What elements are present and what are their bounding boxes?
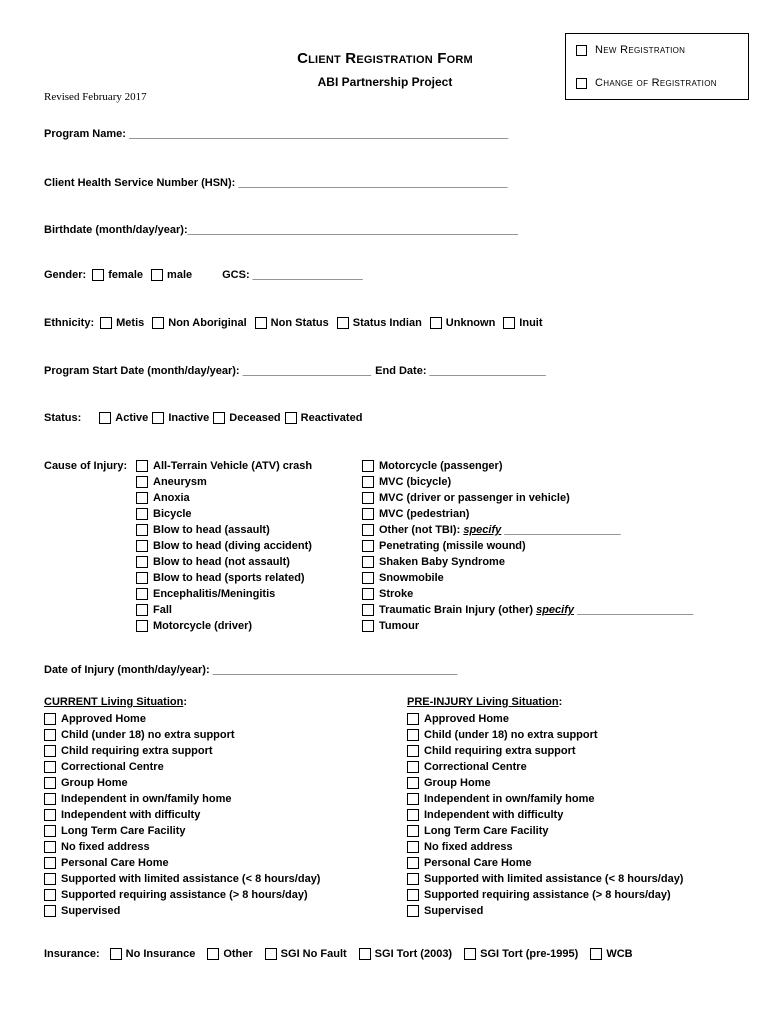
cause-checkbox[interactable]: [136, 492, 148, 504]
preinjury-living-checkbox[interactable]: [407, 873, 419, 885]
cause-label: Motorcycle (passenger): [379, 460, 503, 472]
preinjury-living-option[interactable]: [407, 759, 683, 775]
preinjury-living-option[interactable]: [407, 743, 683, 759]
current-living-label: Supported requiring assistance (> 8 hours/day): [61, 889, 308, 901]
current-living-label: Group Home: [61, 777, 128, 789]
gender-female-checkbox[interactable]: [92, 269, 104, 281]
cause-checkbox[interactable]: [136, 508, 148, 520]
status-deceased-checkbox[interactable]: [213, 412, 225, 424]
current-living-label: Personal Care Home: [61, 857, 169, 869]
cause-option[interactable]: [362, 490, 693, 506]
insurance-sgi-tort-pre1995-label: SGI Tort (pre-1995): [480, 948, 579, 960]
ethnicity-non-status-label: Non Status: [270, 317, 329, 329]
ethnicity-row: [44, 316, 551, 330]
cause-checkbox[interactable]: [362, 492, 374, 504]
cause-option[interactable]: [362, 538, 693, 554]
cause-checkbox[interactable]: [136, 540, 148, 552]
preinjury-living-label: Supervised: [424, 905, 484, 917]
insurance-row: [44, 947, 641, 961]
current-living-option[interactable]: [44, 759, 320, 775]
cause-checkbox[interactable]: [362, 524, 374, 536]
current-living-checkbox[interactable]: [44, 889, 56, 901]
cause-option[interactable]: [362, 506, 693, 522]
cause-option[interactable]: [362, 618, 693, 634]
cause-checkbox[interactable]: [136, 588, 148, 600]
new-registration-option[interactable]: [576, 44, 685, 56]
preinjury-living-column: [407, 695, 683, 919]
tbi-specify-blank[interactable]: ___________________: [574, 604, 694, 616]
preinjury-living-option[interactable]: [407, 711, 683, 727]
cause-checkbox[interactable]: [362, 588, 374, 600]
insurance-other-label: Other: [223, 948, 253, 960]
insurance-other-checkbox[interactable]: [207, 948, 219, 960]
preinjury-living-checkbox[interactable]: [407, 793, 419, 805]
cause-checkbox[interactable]: [136, 460, 148, 472]
cause-label: Anoxia: [153, 492, 190, 504]
gcs-field[interactable]: GCS: __________________: [222, 269, 363, 281]
current-living-checkbox[interactable]: [44, 857, 56, 869]
status-row: [44, 411, 370, 425]
cause-of-injury-left-column: [136, 458, 312, 634]
cause-label: Blow to head (not assault): [153, 556, 290, 568]
cause-option[interactable]: [362, 522, 693, 538]
program-dates-row: [44, 364, 546, 378]
preinjury-living-option[interactable]: [407, 903, 683, 919]
ethnicity-metis-label: Metis: [116, 317, 145, 329]
preinjury-living-checkbox[interactable]: [407, 761, 419, 773]
specify-label: specify: [463, 524, 502, 536]
current-living-label: Supervised: [61, 905, 121, 917]
current-living-checkbox[interactable]: [44, 841, 56, 853]
cause-of-injury-label: Cause of Injury:: [44, 460, 128, 472]
current-living-label: Long Term Care Facility: [61, 825, 186, 837]
ethnicity-unknown-label: Unknown: [445, 317, 496, 329]
preinjury-living-checkbox[interactable]: [407, 713, 419, 725]
preinjury-living-option[interactable]: [407, 839, 683, 855]
change-registration-label: Change of Registration: [595, 77, 717, 89]
cause-of-injury-right-column: [362, 458, 693, 634]
preinjury-living-option[interactable]: [407, 791, 683, 807]
status-inactive-checkbox[interactable]: [152, 412, 164, 424]
cause-label: MVC (bicycle): [379, 476, 452, 488]
current-living-label: Correctional Centre: [61, 761, 164, 773]
insurance-sgi-tort-2003-checkbox[interactable]: [359, 948, 371, 960]
cause-option[interactable]: [362, 458, 693, 474]
cause-label: Penetrating (missile wound): [379, 540, 526, 552]
cause-checkbox[interactable]: [362, 604, 374, 616]
current-living-label: Independent in own/family home: [61, 793, 232, 805]
status-label: Status:: [44, 412, 82, 424]
current-living-option[interactable]: [44, 887, 320, 903]
new-registration-checkbox[interactable]: [576, 45, 587, 56]
cause-option[interactable]: [362, 602, 693, 618]
cause-option[interactable]: [136, 602, 312, 618]
current-living-checkbox[interactable]: [44, 809, 56, 821]
current-living-label: Approved Home: [61, 713, 146, 725]
birthdate-field[interactable]: Birthdate (month/day/year):______________________________________________________: [44, 224, 518, 236]
cause-option[interactable]: [136, 586, 312, 602]
cause-option[interactable]: [136, 538, 312, 554]
ethnicity-inuit-checkbox[interactable]: [503, 317, 515, 329]
form-title: Client Registration Form: [297, 50, 473, 67]
current-living-option[interactable]: [44, 791, 320, 807]
cause-label: Motorcycle (driver): [153, 620, 253, 632]
current-living-option[interactable]: [44, 903, 320, 919]
preinjury-living-option[interactable]: [407, 855, 683, 871]
cause-checkbox[interactable]: [136, 604, 148, 616]
cause-option[interactable]: [136, 554, 312, 570]
cause-option[interactable]: [136, 618, 312, 634]
status-deceased-label: Deceased: [229, 412, 281, 424]
current-living-colon: :: [183, 696, 187, 708]
current-living-checkbox[interactable]: [44, 761, 56, 773]
gender-row: [44, 268, 363, 282]
current-living-option[interactable]: [44, 775, 320, 791]
form-subtitle: ABI Partnership Project: [317, 75, 453, 89]
insurance-sgi-no-fault-label: SGI No Fault: [280, 948, 347, 960]
cause-option[interactable]: [136, 458, 312, 474]
current-living-checkbox[interactable]: [44, 745, 56, 757]
cause-checkbox[interactable]: [136, 572, 148, 584]
cause-label: Fall: [153, 604, 172, 616]
cause-option[interactable]: [362, 554, 693, 570]
preinjury-living-option[interactable]: [407, 823, 683, 839]
preinjury-living-checkbox[interactable]: [407, 809, 419, 821]
gender-male-label: male: [167, 269, 193, 281]
current-living-option[interactable]: [44, 871, 320, 887]
cause-option[interactable]: [136, 490, 312, 506]
preinjury-living-option[interactable]: [407, 775, 683, 791]
current-living-checkbox[interactable]: [44, 825, 56, 837]
ethnicity-unknown-checkbox[interactable]: [430, 317, 442, 329]
preinjury-living-label: Group Home: [424, 777, 491, 789]
cause-label: Blow to head (assault): [153, 524, 270, 536]
ethnicity-label: Ethnicity:: [44, 317, 95, 329]
cause-label: Other (not TBI):: [379, 524, 464, 536]
cause-label: Encephalitis/Meningitis: [153, 588, 276, 600]
cause-checkbox[interactable]: [362, 556, 374, 568]
current-living-option[interactable]: [44, 727, 320, 743]
current-living-checkbox[interactable]: [44, 873, 56, 885]
cause-checkbox[interactable]: [362, 460, 374, 472]
program-name-field[interactable]: Program Name: ______________________________________________________________: [44, 128, 509, 140]
preinjury-living-label: Personal Care Home: [424, 857, 532, 869]
preinjury-living-checkbox[interactable]: [407, 889, 419, 901]
preinjury-living-option[interactable]: [407, 807, 683, 823]
preinjury-living-label: Independent with difficulty: [424, 809, 564, 821]
ethnicity-non-aboriginal-label: Non Aboriginal: [168, 317, 247, 329]
current-living-option[interactable]: [44, 743, 320, 759]
preinjury-living-option[interactable]: [407, 887, 683, 903]
preinjury-living-checkbox[interactable]: [407, 777, 419, 789]
cause-option[interactable]: [136, 506, 312, 522]
current-living-label: Child (under 18) no extra support: [61, 729, 235, 741]
gender-label: Gender:: [44, 269, 87, 281]
preinjury-living-checkbox[interactable]: [407, 857, 419, 869]
current-living-option[interactable]: [44, 839, 320, 855]
current-living-option[interactable]: [44, 823, 320, 839]
preinjury-living-option[interactable]: [407, 727, 683, 743]
ethnicity-status-indian-label: Status Indian: [352, 317, 422, 329]
cause-label: Shaken Baby Syndrome: [379, 556, 505, 568]
preinjury-living-label: Correctional Centre: [424, 761, 527, 773]
current-living-checkbox[interactable]: [44, 729, 56, 741]
cause-label: Blow to head (diving accident): [153, 540, 312, 552]
date-of-injury-field[interactable]: Date of Injury (month/day/year): ________________________________________: [44, 664, 458, 676]
other-specify-blank[interactable]: ___________________: [501, 524, 621, 536]
revised-date: Revised February 2017: [44, 91, 147, 103]
insurance-label: Insurance:: [44, 948, 100, 960]
current-living-checkbox[interactable]: [44, 905, 56, 917]
current-living-checkbox[interactable]: [44, 777, 56, 789]
preinjury-living-checkbox[interactable]: [407, 825, 419, 837]
status-inactive-label: Inactive: [168, 412, 210, 424]
cause-label: Snowmobile: [379, 572, 444, 584]
end-date-field[interactable]: End Date: ___________________: [375, 365, 546, 377]
status-reactivated-label: Reactivated: [300, 412, 363, 424]
preinjury-living-checkbox[interactable]: [407, 905, 419, 917]
preinjury-living-label: Supported with limited assistance (< 8 hours/day): [424, 873, 684, 885]
hsn-field[interactable]: Client Health Service Number (HSN): ____________________________________________: [44, 177, 508, 189]
specify-label: specify: [536, 604, 575, 616]
program-start-field[interactable]: Program Start Date (month/day/year): _____________________: [44, 365, 372, 377]
cause-option[interactable]: [136, 474, 312, 490]
cause-checkbox[interactable]: [362, 508, 374, 520]
insurance-wcb-checkbox[interactable]: [590, 948, 602, 960]
preinjury-living-label: Child (under 18) no extra support: [424, 729, 598, 741]
cause-label: All-Terrain Vehicle (ATV) crash: [153, 460, 313, 472]
new-registration-label: New Registration: [595, 44, 686, 56]
preinjury-living-option[interactable]: [407, 871, 683, 887]
gender-female-label: female: [108, 269, 144, 281]
cause-label: MVC (pedestrian): [379, 508, 470, 520]
cause-label: Traumatic Brain Injury (other): [379, 604, 537, 616]
insurance-no-insurance-label: No Insurance: [125, 948, 196, 960]
cause-checkbox[interactable]: [362, 620, 374, 632]
ethnicity-non-status-checkbox[interactable]: [255, 317, 267, 329]
current-living-option[interactable]: [44, 711, 320, 727]
cause-option[interactable]: [136, 570, 312, 586]
preinjury-living-label: Supported requiring assistance (> 8 hours/day): [424, 889, 671, 901]
preinjury-living-checkbox[interactable]: [407, 745, 419, 757]
gender-male-checkbox[interactable]: [151, 269, 163, 281]
current-living-label: Independent with difficulty: [61, 809, 201, 821]
cause-checkbox[interactable]: [136, 476, 148, 488]
ethnicity-non-aboriginal-checkbox[interactable]: [152, 317, 164, 329]
insurance-sgi-tort-2003-label: SGI Tort (2003): [374, 948, 453, 960]
status-active-label: Active: [115, 412, 149, 424]
status-active-checkbox[interactable]: [99, 412, 111, 424]
status-reactivated-checkbox[interactable]: [285, 412, 297, 424]
registration-type-box: [565, 33, 749, 100]
current-living-checkbox[interactable]: [44, 793, 56, 805]
preinjury-living-checkbox[interactable]: [407, 729, 419, 741]
cause-option[interactable]: [362, 586, 693, 602]
cause-label: Aneurysm: [153, 476, 207, 488]
insurance-sgi-no-fault-checkbox[interactable]: [265, 948, 277, 960]
cause-label: Tumour: [379, 620, 420, 632]
cause-checkbox[interactable]: [136, 556, 148, 568]
preinjury-living-label: Child requiring extra support: [424, 745, 576, 757]
preinjury-living-label: Approved Home: [424, 713, 509, 725]
preinjury-living-colon: :: [558, 696, 563, 708]
cause-label: Bicycle: [153, 508, 192, 520]
cause-checkbox[interactable]: [362, 572, 374, 584]
preinjury-living-label: No fixed address: [424, 841, 513, 853]
cause-label: MVC (driver or passenger in vehicle): [379, 492, 570, 504]
current-living-checkbox[interactable]: [44, 713, 56, 725]
ethnicity-inuit-label: Inuit: [519, 317, 543, 329]
cause-label: Stroke: [379, 588, 414, 600]
current-living-label: No fixed address: [61, 841, 150, 853]
current-living-label: Supported with limited assistance (< 8 hours/day): [61, 873, 321, 885]
current-living-option[interactable]: [44, 855, 320, 871]
change-registration-checkbox[interactable]: [576, 78, 587, 89]
change-registration-option[interactable]: [576, 77, 717, 89]
preinjury-living-label: Long Term Care Facility: [424, 825, 549, 837]
insurance-wcb-label: WCB: [606, 948, 633, 960]
cause-checkbox[interactable]: [136, 620, 148, 632]
cause-checkbox[interactable]: [362, 476, 374, 488]
cause-option[interactable]: [362, 474, 693, 490]
ethnicity-status-indian-checkbox[interactable]: [337, 317, 349, 329]
current-living-label: Child requiring extra support: [61, 745, 213, 757]
insurance-no-insurance-checkbox[interactable]: [110, 948, 122, 960]
cause-checkbox[interactable]: [136, 524, 148, 536]
insurance-sgi-tort-pre1995-checkbox[interactable]: [464, 948, 476, 960]
cause-label: Blow to head (sports related): [153, 572, 305, 584]
current-living-title: CURRENT Living Situation: [44, 696, 184, 708]
preinjury-living-label: Independent in own/family home: [424, 793, 595, 805]
ethnicity-metis-checkbox[interactable]: [100, 317, 112, 329]
cause-checkbox[interactable]: [362, 540, 374, 552]
current-living-column: [44, 695, 320, 919]
preinjury-living-checkbox[interactable]: [407, 841, 419, 853]
preinjury-living-title: PRE-INJURY Living Situation: [407, 696, 559, 708]
cause-option[interactable]: [136, 522, 312, 538]
cause-option[interactable]: [362, 570, 693, 586]
current-living-option[interactable]: [44, 807, 320, 823]
